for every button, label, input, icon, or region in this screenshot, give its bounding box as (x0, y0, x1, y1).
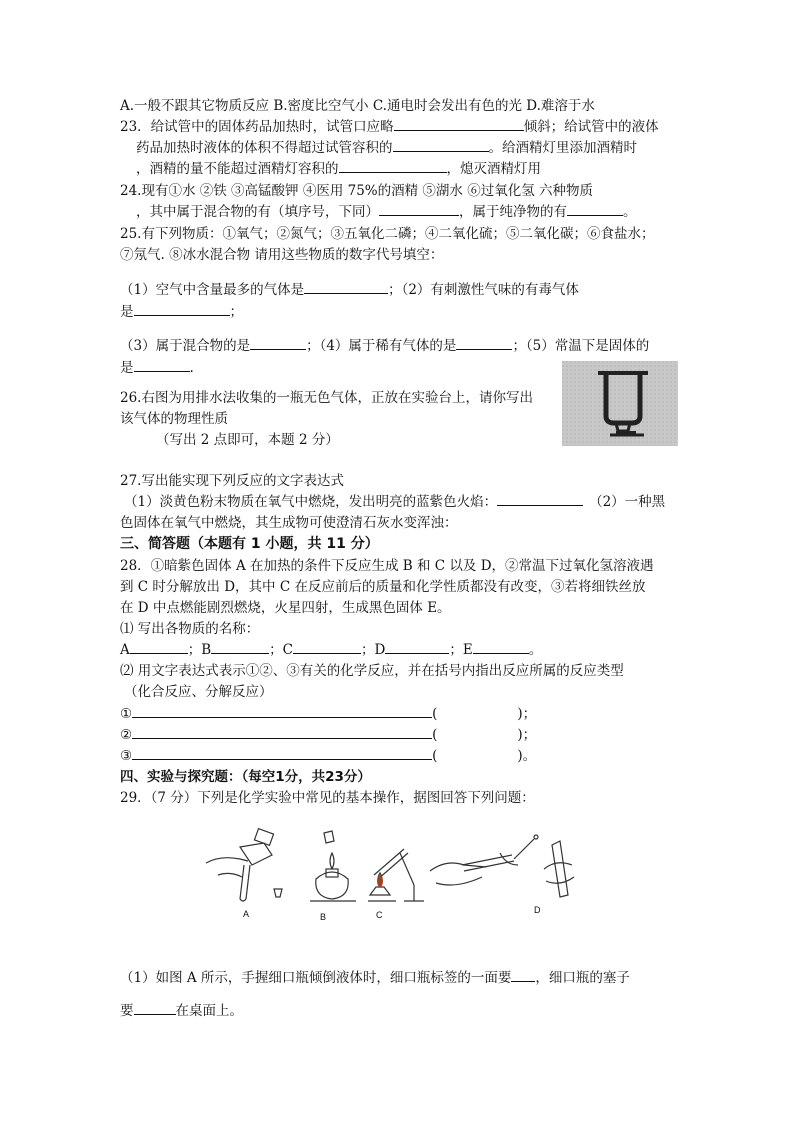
q23-blank-1[interactable] (394, 118, 524, 131)
reaction-1-paren-close: )； (517, 706, 537, 722)
reaction-3-paren-close: )。 (517, 748, 537, 764)
question-29-sub1-line-2 (120, 1002, 243, 1020)
q23-text-5: ，酒精的量不能超过酒精灯容积的 (136, 161, 339, 177)
q24-text-2: ，属于纯净物的有 (459, 204, 567, 220)
gas-jar-figure (562, 361, 678, 446)
reaction-3-paren-open: ( (432, 748, 438, 764)
question-25-line-1: 25.有下列物质：①氧气；②氮气；③五氧化二磷；④二氧化硫；⑤二氧化碳；⑥食盐水； (120, 226, 655, 242)
reaction-1-paren-open: ( (432, 706, 438, 722)
question-26-line-1: 26.右图为用排水法收集的一瓶无色气体，正放在实验台上，请你写出 (120, 390, 533, 406)
question-27-line-1: 27.写出能实现下列反应的文字表达式 (120, 473, 344, 489)
question-28-line-1: 28．①暗紫色固体 A 在加热的条件下反应生成 B 和 C 以及 D，②常温下过氧化氢溶液遇 (120, 558, 654, 574)
q27-text-2: （2）一种黑 (589, 494, 666, 510)
q28-blank-e[interactable] (473, 641, 529, 654)
question-27-line-3: 色固体在氧气中燃烧，其生成物可使澄清石灰水变浑浊： (120, 515, 458, 531)
reaction-3-marker: ③ (120, 748, 133, 764)
question-25-line-2: ⑦氖气. ⑧冰水混合物 请用这些物质的数字代号填空： (120, 247, 444, 263)
question-29-sub1-line-1 (120, 969, 630, 987)
reaction-3-row (120, 747, 536, 765)
lab-operations-figure (200, 825, 590, 925)
question-25-line-4 (120, 303, 243, 321)
q28-label-a: A (120, 642, 130, 658)
q28-label-b: ；B (187, 642, 212, 658)
reaction-1-marker: ① (120, 706, 133, 722)
q23-blank-2[interactable] (393, 139, 489, 152)
question-25-line-3 (120, 281, 579, 299)
q23-text-2: 倾斜；给试管中的液体 (523, 119, 659, 135)
q28-label-d: ；D (361, 642, 386, 658)
q28-blank-c[interactable] (293, 641, 361, 654)
reaction-1-blank[interactable] (132, 705, 432, 718)
q28-end: 。 (528, 642, 543, 658)
q28-label-c: ；C (269, 642, 294, 658)
q25-text-8: 是 (120, 360, 134, 376)
question-26-line-2: 该气体的物理性质 (120, 411, 228, 427)
question-28-line-6: ⑵ 用文字表达式表示①②、③有关的化学反应，并在括号内指出反应所属的反应类型 (120, 663, 624, 679)
question-29-line-1: 29．（7 分）下列是化学实验中常见的基本操作，据图回答下列问题： (120, 790, 535, 806)
q25-text-5: （3）属于混合物的是 (120, 338, 251, 354)
q23-text-3: 药品加热时液体的体积不得超过试管容积的 (136, 140, 393, 156)
question-26-line-3: （写出 2 点即可，本题 2 分） (156, 432, 339, 448)
question-28-line-7: （化合反应、分解反应） (124, 684, 273, 700)
q24-text-1: ，其中属于混合物的有（填序号，下同） (136, 204, 379, 220)
q24-blank-2[interactable] (567, 203, 623, 216)
reaction-2-marker: ② (120, 727, 133, 743)
question-27-line-2 (124, 493, 665, 511)
q29-blank-2[interactable] (134, 1002, 176, 1015)
question-28-names (120, 641, 542, 659)
q25-blank-4[interactable] (456, 337, 512, 350)
q29-text-2: ，细口瓶的塞子 (535, 970, 630, 986)
q24-blank-1[interactable] (379, 203, 459, 216)
q25-text-1: （1）空气中含量最多的气体是 (120, 282, 305, 298)
q23-text-1: 23．给试管中的固体药品加热时，试管口应略 (120, 119, 394, 135)
q28-blank-a[interactable] (130, 641, 188, 654)
q29-blank-1[interactable] (511, 969, 535, 982)
q23-blank-3[interactable] (339, 160, 447, 173)
figure-label-c: C (376, 910, 383, 920)
reaction-1-row (120, 705, 536, 723)
figure-label-b: B (320, 912, 327, 922)
question-23-line-3 (136, 160, 541, 178)
q27-text-1: （1）淡黄色粉末物质在氧气中燃烧，发出明亮的蓝紫色火焰： (124, 494, 498, 510)
q27-blank-1[interactable] (497, 493, 583, 506)
question-28-line-4: ⑴ 写出各物质的名称： (120, 621, 260, 637)
q23-text-6: ，熄灭酒精灯用 (446, 161, 541, 177)
question-28-line-3: 在 D 中点燃能剧烈燃烧，火星四射，生成黑色固体 E。 (120, 600, 451, 616)
q25-blank-1[interactable] (304, 281, 388, 294)
q28-label-e: ；E (449, 642, 473, 658)
q28-blank-d[interactable] (385, 641, 449, 654)
figure-label-a: A (243, 909, 250, 919)
question-24-line-1: 24.现有①水 ②铁 ③高锰酸钾 ④医用 75%的酒精 ⑤湖水 ⑥过氧化氢 六种物质 (120, 183, 594, 199)
q29-text-4: 在桌面上。 (175, 1003, 243, 1019)
question-23-line-1 (120, 118, 659, 136)
reaction-2-paren-close: )； (517, 727, 537, 743)
question-23-line-2 (136, 139, 637, 157)
q25-text-3: 是 (120, 304, 134, 320)
question-25-line-6 (120, 359, 194, 377)
question-25-line-5 (120, 337, 649, 355)
q23-text-4: 。给酒精灯里添加酒精时 (488, 140, 637, 156)
section-4-heading: 四、实验与探究题：（每空1分，共23分） (120, 769, 371, 785)
reaction-3-blank[interactable] (132, 747, 432, 760)
q25-text-7: ；（5）常温下是固体的 (512, 338, 650, 354)
question-28-line-2: 到 C 时分解放出 D，其中 C 在反应前后的质量和化学性质都没有改变，③若将细铁丝放 (120, 579, 646, 595)
q25-blank-2[interactable] (134, 303, 230, 316)
section-3-heading: 三、简答题（本题有 1 小题，共 11 分） (120, 536, 379, 552)
q24-text-3: 。 (623, 204, 637, 220)
reaction-2-paren-open: ( (432, 727, 438, 743)
figure-label-d: D (534, 905, 541, 915)
q25-text-2: ；（2）有刺激性气味的有毒气体 (388, 282, 579, 298)
q29-text-1: （1）如图 A 所示，手握细口瓶倾倒液体时，细口瓶标签的一面要 (120, 970, 512, 986)
q25-text-6: ；（4）属于稀有气体的是 (306, 338, 457, 354)
q25-text-4: ； (229, 304, 243, 320)
reaction-2-blank[interactable] (132, 726, 432, 739)
options-line: A.一般不跟其它物质反应 B.密度比空气小 C.通电时会发出有色的光 D.难溶于水 (120, 98, 595, 114)
q25-blank-5[interactable] (134, 359, 190, 372)
question-24-line-2 (136, 203, 637, 221)
q25-text-9: . (189, 360, 194, 376)
reaction-2-row (120, 726, 536, 744)
q28-blank-b[interactable] (211, 641, 269, 654)
q25-blank-3[interactable] (250, 337, 306, 350)
q29-text-3: 要 (120, 1003, 134, 1019)
